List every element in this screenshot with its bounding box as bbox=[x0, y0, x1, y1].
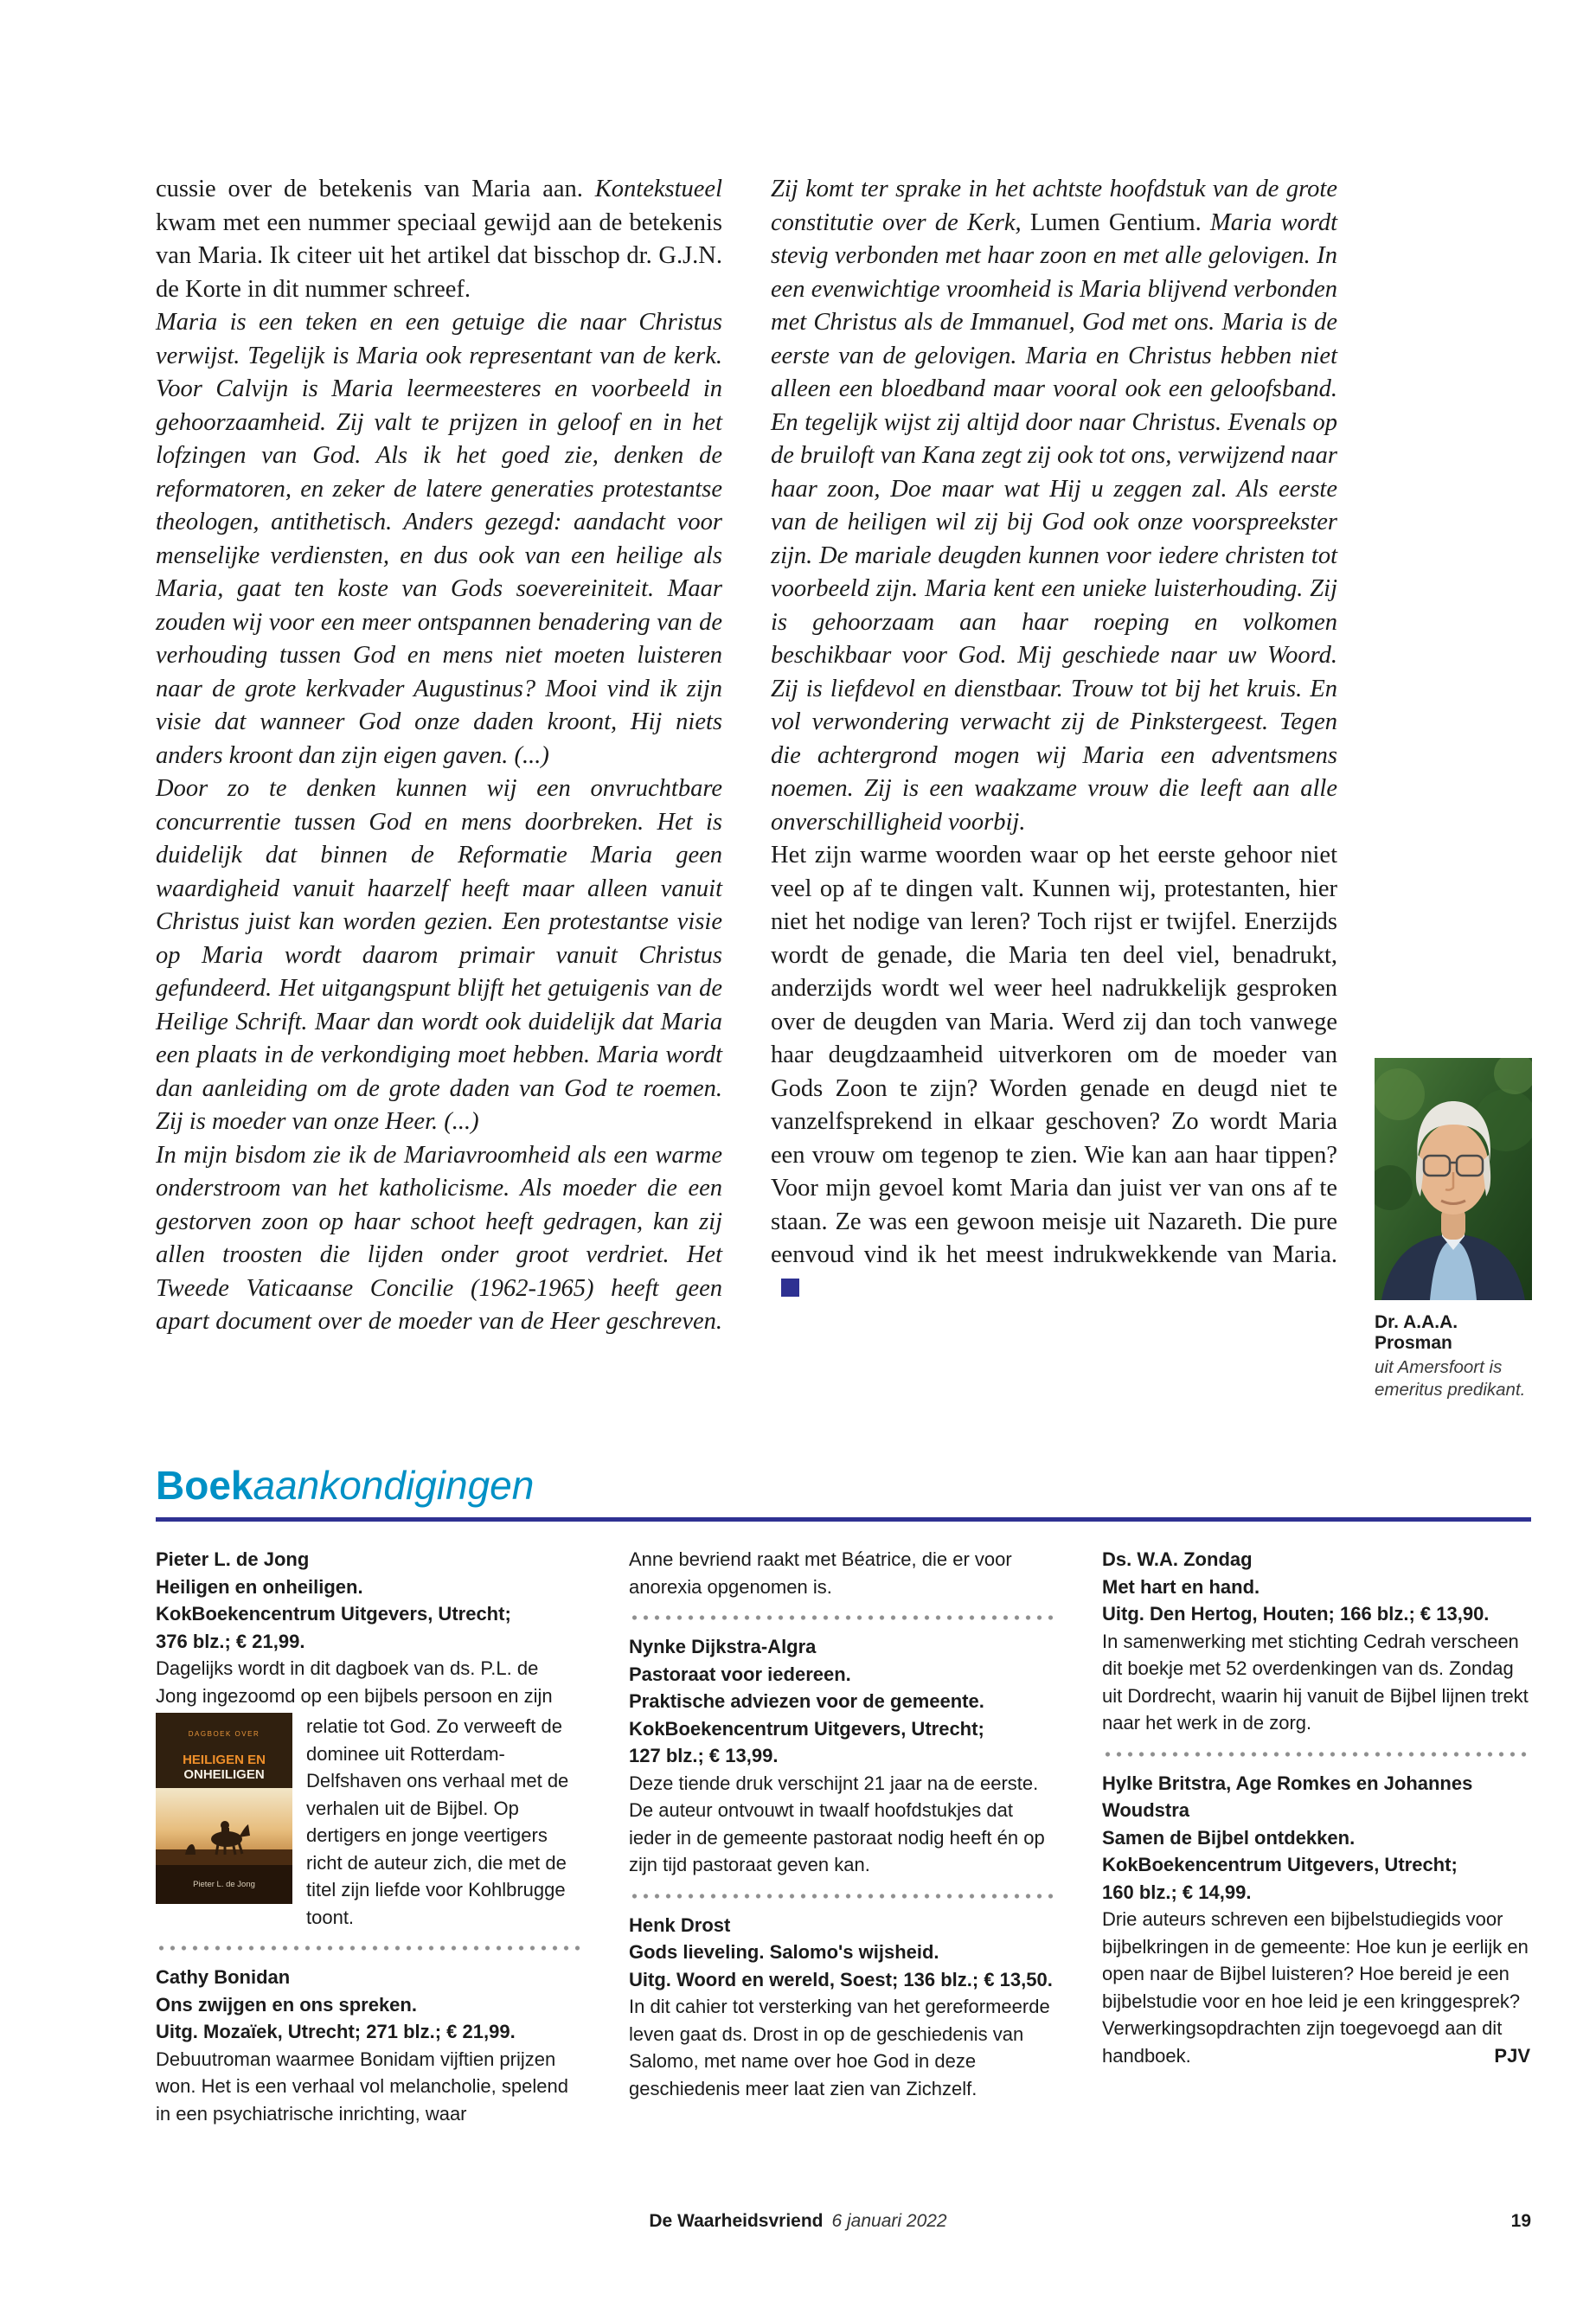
book-publisher: Uitg. Mozaïek, Utrecht; 271 blz.; € 21,99. bbox=[156, 2021, 516, 2042]
book-title: Gods lieveling. Salomo's wijsheid. bbox=[629, 1941, 939, 1963]
book-heading-block bbox=[1102, 1770, 1530, 1907]
book-description: In samenwerking met stichting Cedrah verscheen dit boekje met 52 overdenkingen van ds. Zondag uit Dordrecht, waarin hij vanuit de Bijbel lijnen trekt naar het werk in de zorg. bbox=[1102, 1630, 1529, 1734]
books-column-3 bbox=[1102, 1546, 1530, 2069]
dotted-divider bbox=[156, 1945, 584, 1951]
book-publisher: KokBoekencentrum Uitgevers, Utrecht; bbox=[1102, 1854, 1458, 1875]
section-heading-italic: aankondigingen bbox=[253, 1463, 535, 1508]
page-number: 19 bbox=[1510, 2211, 1531, 2231]
portrait-photo-illustration bbox=[1375, 1058, 1532, 1300]
book-title: Ons zwijgen en ons spreken. bbox=[156, 1993, 417, 2016]
book-publisher: KokBoekencentrum Uitgevers, Utrecht; bbox=[156, 1603, 511, 1625]
quote-text-continued: Maria wordt stevig verbonden met haar zoon en met alle gelovigen. In een evenwichtige vroomheid is Maria blijvend verbonden met Christus als de Immanuel, God met ons. Maria is de eerste van de gelovigen. Maria en Christus hebben niet alleen een bloedband maar vooral ook een geloofsband. En tegelijk wijst zij altijd door naar Christus. Evenals op de bruiloft van Kana zegt zij ook tot ons, verwijzend naar haar zoon, Doe maar wat Hij u zeggen zal. Als eerste van de heiligen wil zij bij God ook onze voorspreekster zijn. De mariale deugden kunnen voor iedere christen tot voorbeeld zijn. Maria kent een unieke luisterhouding. Zij is gehoorzaam aan haar roeping en volkomen beschikbaar voor God. Mij geschiede naar uw Woord. Zij is liefdevol en dienstbaar. Trouw tot bij het kruis. En vol verwondering verwacht zij de Pinkstergeest. Tegen die achtergrond mogen wij Maria een adventsmens noemen. Zij is een waakzame vrouw die leeft aan alle onverschilligheid voorbij. bbox=[771, 208, 1338, 836]
dotted-divider bbox=[1102, 1752, 1530, 1757]
book-author: Pieter L. de Jong bbox=[156, 1548, 310, 1570]
book-cover-thumbnail bbox=[156, 1713, 292, 1904]
camel-silhouette-illustration bbox=[156, 1804, 292, 1865]
intro-text: cussie over de betekenis van Maria aan. bbox=[156, 176, 595, 202]
book-description-wrapped: relatie tot God. Zo verweeft de dominee uit Rotterdam-Delfshaven ons verhaal met de verhalen uit de Bijbel. Op dertigers en jonge veertigers richt de auteur zich, die met de titel zijn liefde voor Kohlbrugge toont. bbox=[306, 1715, 569, 1928]
book-title: Pastoraat voor iedereen. bbox=[629, 1663, 851, 1685]
book-cover-author: Pieter L. de Jong bbox=[156, 1865, 292, 1905]
book-details: 160 blz.; € 14,99. bbox=[1102, 1881, 1252, 1903]
article-body bbox=[156, 173, 1337, 1339]
book-cover-tagline: DAGBOEK OVER bbox=[188, 1730, 260, 1738]
photo-caption-role: uit Amersfoort is emeritus predikant. bbox=[1375, 1357, 1526, 1400]
magazine-name: De Waarheidsvriend bbox=[649, 2211, 824, 2231]
book-item-ons-zwijgen bbox=[156, 1964, 584, 2127]
book-cover-title-block bbox=[156, 1713, 292, 1788]
book-heading-block bbox=[156, 1964, 584, 2046]
book-subtitle: Praktische adviezen voor de gemeente. bbox=[629, 1690, 984, 1712]
book-author: Henk Drost bbox=[629, 1913, 731, 1936]
closing-text: Het zijn warme woorden waar op het eerste gehoor niet veel op af te dingen valt. Kunnen wij, protestanten, hier niet het nodige van leren? Toch rijst er twijfel. Enerzijds wordt de genade, die Maria ten deel viel, benadrukt, anderzijds wordt wel weer heel nadrukkelijk gesproken over de deugden van Maria. Werd zij dan toch vanwege haar deugdzaamheid uitverkoren om de moeder van Gods Zoon te zijn? Worden genade en deugd niet te vanzelfsprekend in elkaar geschoven? Zo wordt Maria een vrouw om tegenop te zien. Wie kan aan haar tippen? Voor mijn gevoel komt Maria dan juist ver van ons af te staan. Ze was een gewoon meisje uit Nazareth. Die pure eenvoud vind ik het meest indrukwekkende van Maria. bbox=[771, 842, 1337, 1268]
book-author: Cathy Bonidan bbox=[156, 1966, 291, 1988]
book-cover-title-line1: HEILIGEN EN bbox=[183, 1752, 266, 1767]
book-description: Debuutroman waarmee Bonidam vijftien prijzen won. Het is een verhaal vol melancholie, spelend in een psychiatrische inrichting, waar bbox=[156, 2048, 568, 2125]
book-heading-block bbox=[629, 1633, 1057, 1770]
book-description: Deze tiende druk verschijnt 21 jaar na de eerste. De auteur ontvouwt in twaalf hoofdstukjes dat ieder in de gemeente pastoraat nodig heeft én op zijn tijd pastoraat geven kan. bbox=[629, 1772, 1045, 1875]
dotted-divider bbox=[629, 1615, 1057, 1620]
book-author: Ds. W.A. Zondag bbox=[1102, 1548, 1253, 1570]
book-publisher: Uitg. Woord en wereld, Soest; 136 blz.; € 13,50. bbox=[629, 1968, 1053, 1990]
book-author: Nynke Dijkstra-Algra bbox=[629, 1636, 817, 1657]
article-closing-paragraph bbox=[771, 839, 1337, 1305]
book-title: Samen de Bijbel ontdekken. bbox=[1102, 1826, 1356, 1849]
book-item-heiligen bbox=[156, 1546, 584, 1931]
section-heading-bold: Boek bbox=[156, 1463, 253, 1508]
section-heading bbox=[156, 1464, 1531, 1507]
book-item-met-hart-en-hand bbox=[1102, 1546, 1530, 1737]
portrait-photo bbox=[1375, 1058, 1532, 1300]
book-item-pastoraat bbox=[629, 1633, 1057, 1879]
end-of-article-mark bbox=[781, 1279, 799, 1297]
dotted-divider bbox=[629, 1894, 1057, 1899]
book-heading-block bbox=[156, 1546, 584, 1655]
book-publisher: KokBoekencentrum Uitgevers, Utrecht; bbox=[629, 1717, 984, 1740]
page-footer bbox=[0, 2211, 1596, 2232]
book-details: 127 blz.; € 13,99. bbox=[629, 1745, 779, 1766]
author-photo-block bbox=[1375, 1058, 1532, 1401]
book-heading-block bbox=[629, 1912, 1057, 1994]
book-description: Dagelijks wordt in dit dagboek van ds. P.L. de Jong ingezoomd op een bijbels persoon en zijn bbox=[156, 1657, 553, 1707]
book-description-continued: Anne bevriend raakt met Béatrice, die er voor anorexia opgenomen is. bbox=[629, 1548, 1012, 1598]
book-title: Heiligen en onheiligen. bbox=[156, 1575, 363, 1598]
book-description: Drie auteurs schreven een bijbelstudiegids voor bijbelkringen in de gemeente: Hoe kun je eerlijk en open naar de Bijbel luisteren? Hoe bereid je een bijbelstudie voor en hoe leid je een kringgesprek? Verwerkingsopdrachten zijn toegevoegd aan dit handboek. bbox=[1102, 1908, 1529, 2067]
book-columns bbox=[156, 1546, 1531, 2127]
book-item-samen-de-bijbel bbox=[1102, 1770, 1530, 2070]
section-divider-rule bbox=[156, 1517, 1531, 1522]
book-item-gods-lieveling bbox=[629, 1912, 1057, 2103]
document-title-inline: Lumen Gentium. bbox=[1029, 208, 1202, 236]
intro-text-continued: kwam met een nummer speciaal gewijd aan de betekenis van Maria. Ik citeer uit het artikel dat bisschop dr. G.J.N. de Korte in dit nummer schreef. bbox=[156, 208, 722, 303]
issue-date: 6 januari 2022 bbox=[831, 2211, 947, 2231]
book-announcements-section bbox=[156, 1464, 1531, 2127]
book-heading-block bbox=[1102, 1546, 1530, 1628]
cover-and-text-row bbox=[156, 1713, 584, 1931]
article-intro-paragraph bbox=[156, 173, 722, 306]
journal-title-inline: Kontekstueel bbox=[594, 176, 722, 202]
reviewer-initials: PJV bbox=[1494, 2044, 1530, 2067]
books-column-2 bbox=[629, 1546, 1057, 2102]
book-author: Hylke Britstra, Age Romkes en Johannes Woudstra bbox=[1102, 1772, 1473, 1821]
quote-paragraph-1: Maria is een teken en een getuige die naar Christus verwijst. Tegelijk is Maria ook representant van de kerk. Voor Calvijn is Maria leermeesteres en voorbeeld in gehoorzaamheid. Zij valt te prijzen in geloof en in het lofzingen van God. Als ik het goed zie, denken de reformatoren, en zeker de latere generaties protestantse theologen, antithetisch. Anders gezegd: aandacht voor menselijke verdiensten, en dus ook van een heilige als Maria, gaat ten koste van Gods soevereiniteit. Maar zouden wij voor een meer ontspannen benadering van de verhouding tussen God en mens niet moeten luisteren naar de grote kerkvader Augustinus? Mooi vind ik zijn visie dat wanneer God onze daden kroont, Hij niets anders kroont dan zijn eigen gaven. (...) bbox=[156, 309, 722, 769]
book-publisher: Uitg. Den Hertog, Houten; 166 blz.; € 13,90. bbox=[1102, 1603, 1490, 1625]
book-title: Met hart en hand. bbox=[1102, 1575, 1260, 1598]
book-details: 376 blz.; € 21,99. bbox=[156, 1630, 305, 1652]
books-column-1 bbox=[156, 1546, 584, 2127]
photo-caption-name: Dr. A.A.A. Prosman bbox=[1375, 1312, 1458, 1353]
book-description: In dit cahier tot versterking van het gereformeerde leven gaat ds. Drost in op de geschiedenis van Salomo, met name over hoe God in deze geschiedenis meer laat zien van Zichzelf. bbox=[629, 1996, 1050, 2099]
quote-text: In mijn bisdom zie ik de Mariavroomheid als een warme onderstroom van het katholicisme. Als moeder die een gestorven zoon op haar schoot heeft gedragen, kan zij allen troosten die lijden onder groot verdriet. Het Tweede Vaticaanse Concilie (1962-1965) heeft geen apart document over de moeder van de Heer geschreven. Zij komt ter sprake in het achtste hoofdstuk van de grote constitutie over de Kerk, bbox=[156, 176, 1337, 1335]
book-cover-title-line2: ONHEILIGEN bbox=[183, 1766, 265, 1782]
quote-paragraph-2: Door zo te denken kunnen wij een onvruchtbare concurrentie tussen God en mens doorbreken. Het is duidelijk dat binnen de Reformatie Maria geen waardigheid vanuit haarzelf heeft maar alleen vanuit Christus juist kan worden gezien. Een protestantse visie op Maria wordt daarom primair vanuit Christus gefundeerd. Het uitgangspunt blijft het getuigenis van de Heilige Schrift. Maar dan wordt ook duidelijk dat Maria een plaats in de verkondiging moet hebben. Maria wordt dan aanleiding om de grote daden van God te roemen. Zij is moeder van onze Heer. (...) bbox=[156, 775, 722, 1135]
book-cover-artwork bbox=[156, 1788, 292, 1865]
